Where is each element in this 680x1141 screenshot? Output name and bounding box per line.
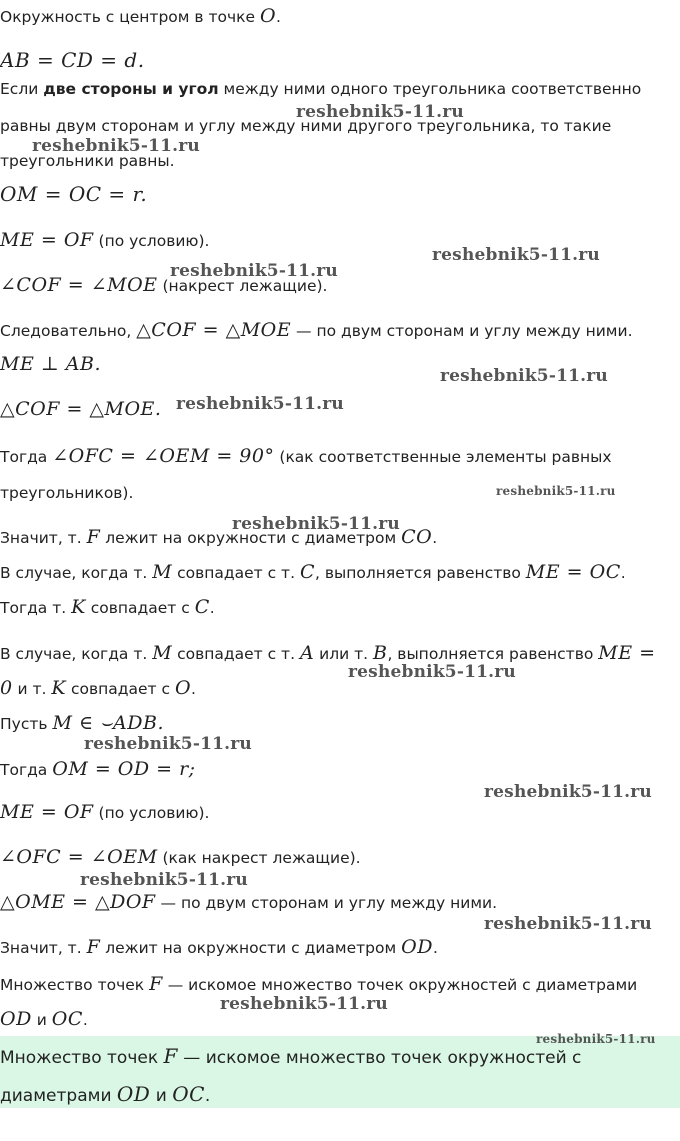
text-line	[0, 6, 281, 27]
text-line	[0, 643, 656, 664]
text-segment: совпадает с т.	[172, 564, 300, 582]
math-expression: C	[194, 596, 210, 618]
text-segment: Значит, т.	[0, 529, 87, 547]
text-line	[0, 759, 196, 780]
watermark: reshebnik5-11.ru	[232, 514, 400, 534]
math-expression: C	[299, 561, 315, 583]
text-segment: , выполняется равенство	[387, 645, 599, 663]
text-segment: — искомое множество точек окружностей с	[177, 1048, 582, 1068]
math-expression: OC	[172, 1082, 205, 1106]
watermark: reshebnik5-11.ru	[176, 394, 344, 414]
math-expression: ME = OF	[0, 801, 94, 823]
text-line	[0, 446, 612, 467]
text-segment: .	[432, 529, 438, 547]
text-segment: Множество точек	[0, 976, 150, 994]
math-expression: F	[86, 936, 101, 958]
text-segment: .	[432, 939, 438, 957]
text-segment: .	[191, 680, 196, 698]
answer-line	[0, 1084, 210, 1106]
text-segment: Тогда	[0, 761, 53, 779]
text-segment: Пусть	[0, 715, 53, 733]
watermark: reshebnik5-11.ru	[220, 994, 388, 1014]
math-expression: ME =	[598, 642, 656, 664]
math-expression: OD	[116, 1082, 151, 1106]
text-segment: Тогда т.	[0, 599, 72, 617]
text-line	[0, 678, 196, 699]
text-line	[0, 597, 215, 618]
text-line	[0, 802, 209, 823]
math-expression: OD	[401, 936, 433, 958]
text-line	[0, 937, 438, 958]
text-segment: .	[209, 599, 215, 617]
text-line	[0, 974, 637, 995]
math-expression: F	[149, 973, 163, 995]
text-segment: (по условию).	[93, 232, 210, 250]
answer-line	[0, 1046, 581, 1068]
text-segment: .	[276, 8, 281, 26]
math-expression: ME ⊥ AB.	[0, 353, 101, 375]
text-segment: , выполняется равенство	[315, 564, 526, 582]
watermark: reshebnik5-11.ru	[32, 136, 200, 156]
math-expression: K	[51, 677, 67, 699]
math-expression: M ∈ ⌣ADB.	[52, 712, 165, 734]
math-expression: AB = CD = d.	[0, 48, 145, 72]
text-line	[0, 320, 633, 341]
math-expression: ∠OFC = ∠OEM = 90°	[52, 445, 275, 467]
text-segment: или т.	[314, 645, 373, 663]
math-expression: △COF = △MOE	[136, 319, 292, 341]
text-line	[0, 892, 497, 913]
text-line	[0, 713, 164, 734]
text-segment: (как накрест лежащие).	[157, 849, 361, 867]
math-expression: M	[152, 642, 173, 664]
watermark: reshebnik5-11.ru	[80, 870, 248, 890]
math-expression: O	[259, 5, 277, 27]
math-expression: A	[299, 642, 315, 664]
text-segment: — по двум сторонам и углу между ними.	[291, 322, 633, 340]
math-expression: ME = OC	[525, 561, 621, 583]
text-segment: В случае, когда т.	[0, 645, 153, 663]
watermark: reshebnik5-11.ru	[348, 662, 516, 682]
watermark: reshebnik5-11.ru	[440, 366, 608, 386]
text-segment: совпадает с	[85, 599, 195, 617]
text-segment: лежит на окружности с диаметром	[100, 529, 402, 547]
text-segment: Если	[0, 80, 44, 98]
math-expression: △COF = △MOE.	[0, 398, 162, 420]
text-segment: и	[31, 1011, 52, 1029]
math-expression: △OME = △DOF	[0, 891, 156, 913]
text-segment: диаметрами	[0, 1086, 117, 1106]
text-line	[0, 184, 147, 206]
text-segment: лежит на окружности с диаметром	[100, 939, 402, 957]
text-segment: .	[620, 564, 626, 582]
math-expression: F	[86, 526, 101, 548]
math-expression: ∠COF = ∠MOE	[0, 274, 158, 296]
math-expression: O	[174, 677, 192, 699]
watermark: reshebnik5-11.ru	[536, 1032, 656, 1046]
text-segment: Множество точек	[0, 1048, 164, 1068]
text-line	[0, 562, 626, 583]
text-line	[0, 847, 361, 868]
text-segment: между ними одного треугольника соответственно	[218, 80, 642, 98]
text-segment: (накрест лежащие).	[157, 277, 328, 295]
math-expression: OM = OD = r;	[52, 758, 196, 780]
watermark: reshebnik5-11.ru	[496, 484, 616, 498]
text-segment: — искомое множество точек окружностей с диаметрами	[162, 976, 638, 994]
math-expression: F	[163, 1044, 178, 1068]
watermark: reshebnik5-11.ru	[170, 261, 338, 281]
text-segment: совпадает с	[66, 680, 175, 698]
math-expression: CO	[401, 526, 433, 548]
watermark: reshebnik5-11.ru	[432, 245, 600, 265]
text-segment: и	[150, 1086, 173, 1106]
text-segment: .	[204, 1086, 211, 1106]
text-segment: В случае, когда т.	[0, 564, 153, 582]
watermark: reshebnik5-11.ru	[296, 102, 464, 122]
answer-box	[0, 1036, 680, 1108]
text-segment: .	[82, 1011, 88, 1029]
text-segment: Значит, т.	[0, 939, 87, 957]
text-segment: Следовательно,	[0, 322, 137, 340]
bold-text: две стороны и угол	[43, 80, 219, 98]
math-expression: B	[372, 642, 388, 664]
text-line	[0, 79, 641, 99]
math-expression: M	[152, 561, 173, 583]
text-segment: (как соответственные элементы равных	[274, 448, 612, 466]
watermark: reshebnik5-11.ru	[484, 782, 652, 802]
text-segment: треугольников).	[0, 484, 134, 502]
watermark: reshebnik5-11.ru	[84, 734, 252, 754]
text-line	[0, 399, 161, 420]
text-segment: Тогда	[0, 448, 53, 466]
text-line	[0, 483, 133, 503]
text-line	[0, 230, 209, 251]
math-expression: ∠OFC = ∠OEM	[0, 846, 158, 868]
math-expression: OM = OC = r.	[0, 182, 148, 206]
text-segment: треугольники равны.	[0, 152, 175, 170]
math-expression: ME = OF	[0, 229, 94, 251]
text-segment: совпадает с т.	[172, 645, 300, 663]
text-segment: Окружность с центром в точке	[0, 8, 260, 26]
math-expression: 0	[0, 677, 13, 699]
text-segment: (по условию).	[93, 804, 210, 822]
text-line	[0, 1009, 88, 1030]
text-segment: равны двум сторонам и углу между ними другого треугольника, то такие	[0, 117, 612, 135]
math-expression: OD	[0, 1008, 32, 1030]
math-expression: OC	[51, 1008, 83, 1030]
text-segment: и т.	[12, 680, 52, 698]
text-line	[0, 354, 101, 375]
text-segment: — по двум сторонам и углу между ними.	[155, 894, 498, 912]
text-line	[0, 50, 145, 72]
watermark: reshebnik5-11.ru	[484, 914, 652, 934]
math-expression: K	[71, 596, 86, 618]
